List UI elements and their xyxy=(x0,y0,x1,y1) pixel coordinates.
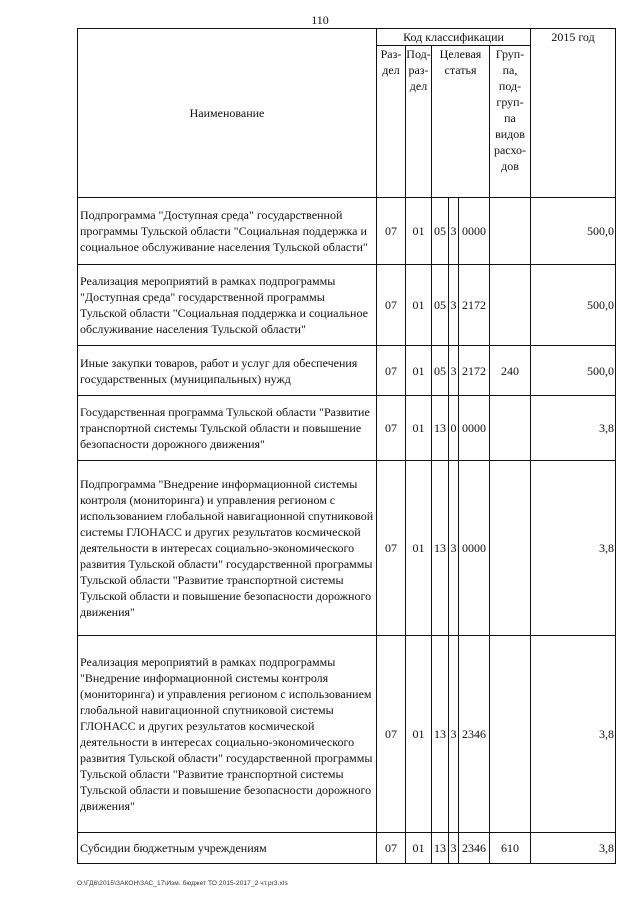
row-name: Реализация мероприятий в рамках подпрограммы "Доступная среда" государственной программы Тульской области "Социальная поддержка и социальное обслуживание населения Тульской области" xyxy=(78,265,377,346)
row-section: 07 xyxy=(377,346,406,396)
row-expense-group: 240 xyxy=(490,346,531,396)
row-subsection: 01 xyxy=(406,636,432,833)
table-row xyxy=(78,265,616,346)
header-subsection: Под- раз- дел xyxy=(406,46,432,198)
row-target-direction: 0000 xyxy=(459,461,490,636)
row-amount: 500,0 xyxy=(531,198,616,265)
row-section: 07 xyxy=(377,265,406,346)
row-target-subprogram: 3 xyxy=(449,461,459,636)
row-target-subprogram: 0 xyxy=(449,396,459,461)
row-subsection: 01 xyxy=(406,396,432,461)
row-section: 07 xyxy=(377,396,406,461)
row-amount: 500,0 xyxy=(531,265,616,346)
row-expense-group xyxy=(490,461,531,636)
row-amount: 3,8 xyxy=(531,396,616,461)
row-target-program: 05 xyxy=(432,346,449,396)
header-year: 2015 год xyxy=(531,29,616,198)
row-subsection: 01 xyxy=(406,198,432,265)
row-section: 07 xyxy=(377,636,406,833)
row-amount: 3,8 xyxy=(531,833,616,864)
row-name: Субсидии бюджетным учреждениям xyxy=(78,833,377,864)
table-row xyxy=(78,346,616,396)
table-row xyxy=(78,198,616,265)
row-expense-group xyxy=(490,396,531,461)
row-expense-group xyxy=(490,198,531,265)
row-expense-group xyxy=(490,265,531,346)
row-target-program: 05 xyxy=(432,265,449,346)
row-section: 07 xyxy=(377,833,406,864)
row-name: Подпрограмма "Внедрение информационной системы контроля (мониторинга) и управления регионом с использованием глобальной навигационной спутниковой системы ГЛОНАСС и других результатов космической деятельности в интересах социально-экономического развития Тульской области" государственной программы Тульской области "Развитие транспортной системы Тульской области и повышение безопасности дорожного движения" xyxy=(78,461,377,636)
header-classification-code: Код классификации xyxy=(377,29,531,46)
row-subsection: 01 xyxy=(406,265,432,346)
row-name: Подпрограмма "Доступная среда" государственной программы Тульской области "Социальная поддержка и социальное обслуживание населения Тульской области" xyxy=(78,198,377,265)
row-target-subprogram: 3 xyxy=(449,833,459,864)
table-row xyxy=(78,396,616,461)
row-expense-group xyxy=(490,636,531,833)
header-section: Раз- дел xyxy=(377,46,406,198)
row-target-direction: 2172 xyxy=(459,346,490,396)
row-amount: 500,0 xyxy=(531,346,616,396)
row-target-subprogram: 3 xyxy=(449,346,459,396)
table-row xyxy=(78,461,616,636)
row-name: Реализация мероприятий в рамках подпрограммы "Внедрение информационной системы контроля (мониторинга) и управления регионом с использованием глобальной навигационной спутниковой системы ГЛОНАСС и других результатов космической деятельности в интересах социально-экономического развития Тульской области" государственной программы Тульской области "Развитие транспортной системы Тульской области и повышение безопасности дорожного движения" xyxy=(78,636,377,833)
row-name: Иные закупки товаров, работ и услуг для обеспечения государственных (муниципальных) нужд xyxy=(78,346,377,396)
row-subsection: 01 xyxy=(406,833,432,864)
header-name: Наименование xyxy=(78,29,377,198)
row-section: 07 xyxy=(377,461,406,636)
row-target-subprogram: 3 xyxy=(449,265,459,346)
row-amount: 3,8 xyxy=(531,636,616,833)
row-subsection: 01 xyxy=(406,346,432,396)
footer-file-path: O:\ГД6\2015\ЗАКОН\ЗАС_17\Изм. бюджет ТО 2015-2017_2 чт.pr3.xls xyxy=(77,880,288,887)
row-target-direction: 2172 xyxy=(459,265,490,346)
page-number: 110 xyxy=(311,13,329,27)
row-target-direction: 0000 xyxy=(459,198,490,265)
row-target-direction: 2346 xyxy=(459,833,490,864)
row-amount: 3,8 xyxy=(531,461,616,636)
row-section: 07 xyxy=(377,198,406,265)
budget-table xyxy=(77,28,616,864)
header-target-article: Целевая статья xyxy=(432,46,490,198)
row-subsection: 01 xyxy=(406,461,432,636)
row-target-direction: 2346 xyxy=(459,636,490,833)
row-target-program: 13 xyxy=(432,461,449,636)
table-row xyxy=(78,833,616,864)
row-target-program: 13 xyxy=(432,636,449,833)
row-target-program: 05 xyxy=(432,198,449,265)
header-expense-group: Груп- па, под- груп- па видов расхо- дов xyxy=(490,46,531,198)
row-target-direction: 0000 xyxy=(459,396,490,461)
row-target-subprogram: 3 xyxy=(449,636,459,833)
row-expense-group: 610 xyxy=(490,833,531,864)
row-target-program: 13 xyxy=(432,396,449,461)
row-target-program: 13 xyxy=(432,833,449,864)
row-target-subprogram: 3 xyxy=(449,198,459,265)
row-name: Государственная программа Тульской области "Развитие транспортной системы Тульской области и повышение безопасности дорожного движения" xyxy=(78,396,377,461)
table-row xyxy=(78,636,616,833)
